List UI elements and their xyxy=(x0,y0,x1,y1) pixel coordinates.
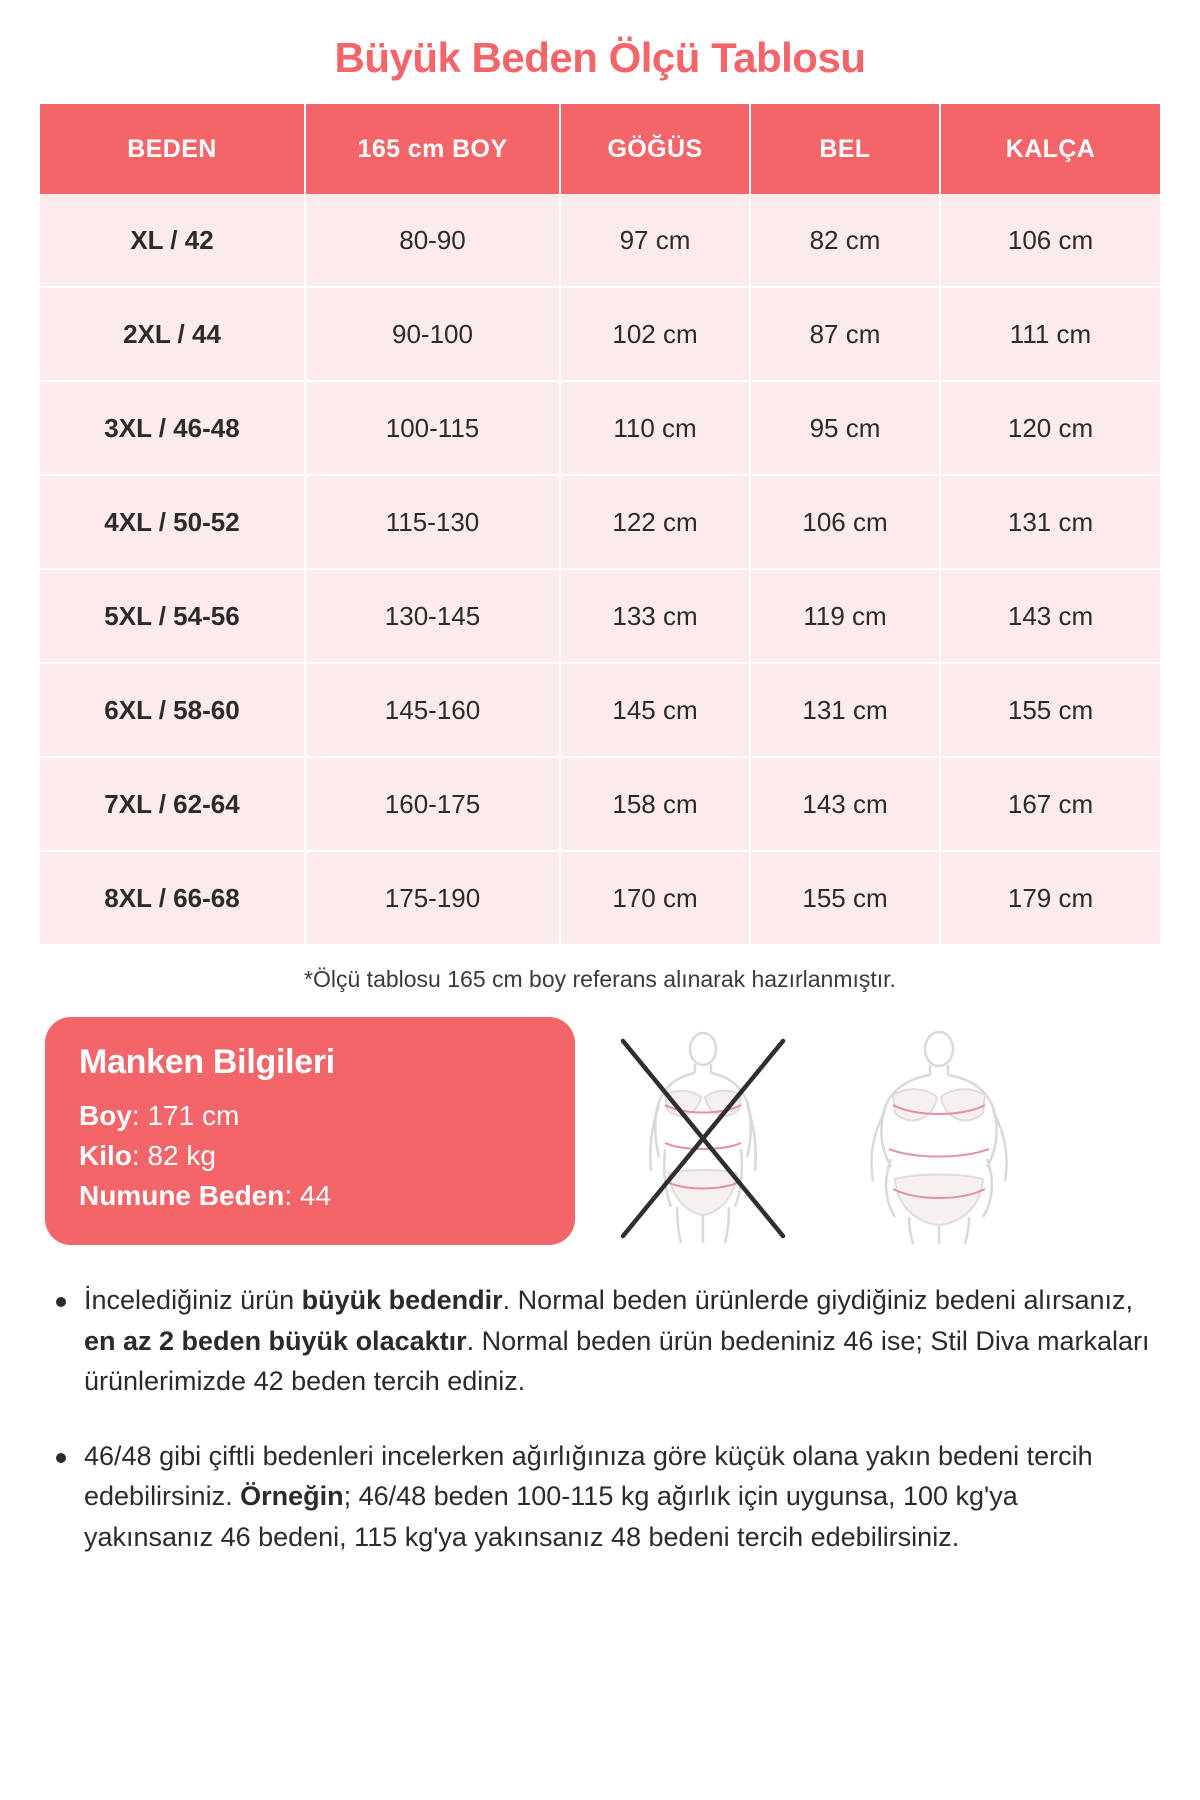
page-title: Büyük Beden Ölçü Tablosu xyxy=(334,34,866,81)
model-height-line xyxy=(79,1096,541,1136)
note-part-3: . Normal beden ürün bedeniniz 46 ise; Stil Diva markaları ürünlerimizde 42 beden tercih ediniz. xyxy=(84,1325,1150,1396)
cell-bust: 102 cm xyxy=(560,287,750,381)
cell-weight-range: 160-175 xyxy=(305,757,560,851)
model-weight-label: Kilo xyxy=(79,1139,132,1171)
cell-size: 2XL / 44 xyxy=(40,287,305,381)
cell-weight-range: 90-100 xyxy=(305,287,560,381)
cell-size: 3XL / 46-48 xyxy=(40,381,305,475)
table-header-row xyxy=(40,104,1160,194)
cell-size: 5XL / 54-56 xyxy=(40,569,305,663)
cell-waist: 82 cm xyxy=(750,194,940,287)
model-sample-size-line xyxy=(79,1176,541,1216)
column-header-boy: 165 cm BOY xyxy=(305,104,560,194)
table-row xyxy=(40,569,1160,663)
model-info-section xyxy=(40,1017,1160,1246)
notes-list xyxy=(40,1246,1160,1557)
cell-weight-range: 145-160 xyxy=(305,663,560,757)
cell-size: 6XL / 58-60 xyxy=(40,663,305,757)
cell-weight-range: 115-130 xyxy=(305,475,560,569)
note-part-2: ; 46/48 beden 100-115 kg ağırlık için uygunsa, 100 kg'ya yakınsanız 46 bedeni, 115 kg'ya yakınsanız 48 bedeni tercih edebilirsiniz. xyxy=(84,1481,1018,1552)
model-sample-size-label: Numune Beden xyxy=(79,1179,285,1211)
note-text xyxy=(84,1280,1154,1402)
table-row xyxy=(40,663,1160,757)
list-item xyxy=(46,1436,1154,1558)
table-row xyxy=(40,757,1160,851)
cell-waist: 95 cm xyxy=(750,381,940,475)
crossed-out-slim-figure-icon xyxy=(603,1031,803,1246)
list-item xyxy=(46,1280,1154,1402)
cell-waist: 106 cm xyxy=(750,475,940,569)
table-row xyxy=(40,475,1160,569)
note-bold-1: büyük bedendir xyxy=(301,1285,503,1315)
cell-bust: 122 cm xyxy=(560,475,750,569)
cell-weight-range: 80-90 xyxy=(305,194,560,287)
table-row xyxy=(40,287,1160,381)
cell-size: 4XL / 50-52 xyxy=(40,475,305,569)
bullet-dot-icon xyxy=(56,1297,66,1307)
note-part-2: . Normal beden ürünlerde giydiğiniz bedeni alırsanız, xyxy=(502,1285,1134,1315)
cell-bust: 170 cm xyxy=(560,851,750,944)
cell-hip: 143 cm xyxy=(940,569,1160,663)
body-figures xyxy=(603,1017,1039,1246)
cell-bust: 133 cm xyxy=(560,569,750,663)
note-text xyxy=(84,1436,1154,1558)
cell-waist: 155 cm xyxy=(750,851,940,944)
model-weight-line xyxy=(79,1136,541,1176)
table-row xyxy=(40,851,1160,944)
cell-size: XL / 42 xyxy=(40,194,305,287)
cell-weight-range: 130-145 xyxy=(305,569,560,663)
cell-hip: 120 cm xyxy=(940,381,1160,475)
cell-waist: 131 cm xyxy=(750,663,940,757)
cell-waist: 87 cm xyxy=(750,287,940,381)
size-chart-table xyxy=(40,104,1160,944)
cell-size: 8XL / 66-68 xyxy=(40,851,305,944)
cell-waist: 119 cm xyxy=(750,569,940,663)
cell-hip: 167 cm xyxy=(940,757,1160,851)
cell-bust: 158 cm xyxy=(560,757,750,851)
cell-hip: 131 cm xyxy=(940,475,1160,569)
model-height-value: : 171 cm xyxy=(131,1100,240,1131)
column-header-beden: BEDEN xyxy=(40,104,305,194)
model-sample-size-value: : 44 xyxy=(284,1179,332,1211)
table-footnote: *Ölçü tablosu 165 cm boy referans alınarak hazırlanmıştır. xyxy=(304,966,896,992)
cell-hip: 155 cm xyxy=(940,663,1160,757)
cell-weight-range: 175-190 xyxy=(305,851,560,944)
cell-hip: 111 cm xyxy=(940,287,1160,381)
model-height-label: Boy xyxy=(79,1100,132,1131)
cell-bust: 110 cm xyxy=(560,381,750,475)
cell-weight-range: 100-115 xyxy=(305,381,560,475)
note-part-1: 46/48 gibi çiftli bedenleri incelerken ağırlığınıza göre küçük olana yakın bedeni tercih edebilirsiniz. xyxy=(84,1440,1093,1511)
column-header-bel: BEL xyxy=(750,104,940,194)
cell-hip: 106 cm xyxy=(940,194,1160,287)
note-bold-1: Örneğin xyxy=(240,1481,344,1511)
column-header-gogus: GÖĞÜS xyxy=(560,104,750,194)
model-weight-value: : 82 kg xyxy=(131,1139,216,1171)
note-part-1: İncelediğiniz ürün xyxy=(84,1285,302,1315)
cell-bust: 97 cm xyxy=(560,194,750,287)
cell-bust: 145 cm xyxy=(560,663,750,757)
table-row xyxy=(40,194,1160,287)
bullet-dot-icon xyxy=(56,1453,66,1463)
cell-size: 7XL / 62-64 xyxy=(40,757,305,851)
model-info-card xyxy=(45,1017,575,1245)
plus-size-figure-icon xyxy=(839,1031,1039,1246)
column-header-kalca: KALÇA xyxy=(940,104,1160,194)
model-info-heading: Manken Bilgileri xyxy=(79,1043,335,1081)
table-row xyxy=(40,381,1160,475)
note-bold-2: en az 2 beden büyük olacaktır xyxy=(84,1325,467,1356)
cell-hip: 179 cm xyxy=(940,851,1160,944)
cell-waist: 143 cm xyxy=(750,757,940,851)
